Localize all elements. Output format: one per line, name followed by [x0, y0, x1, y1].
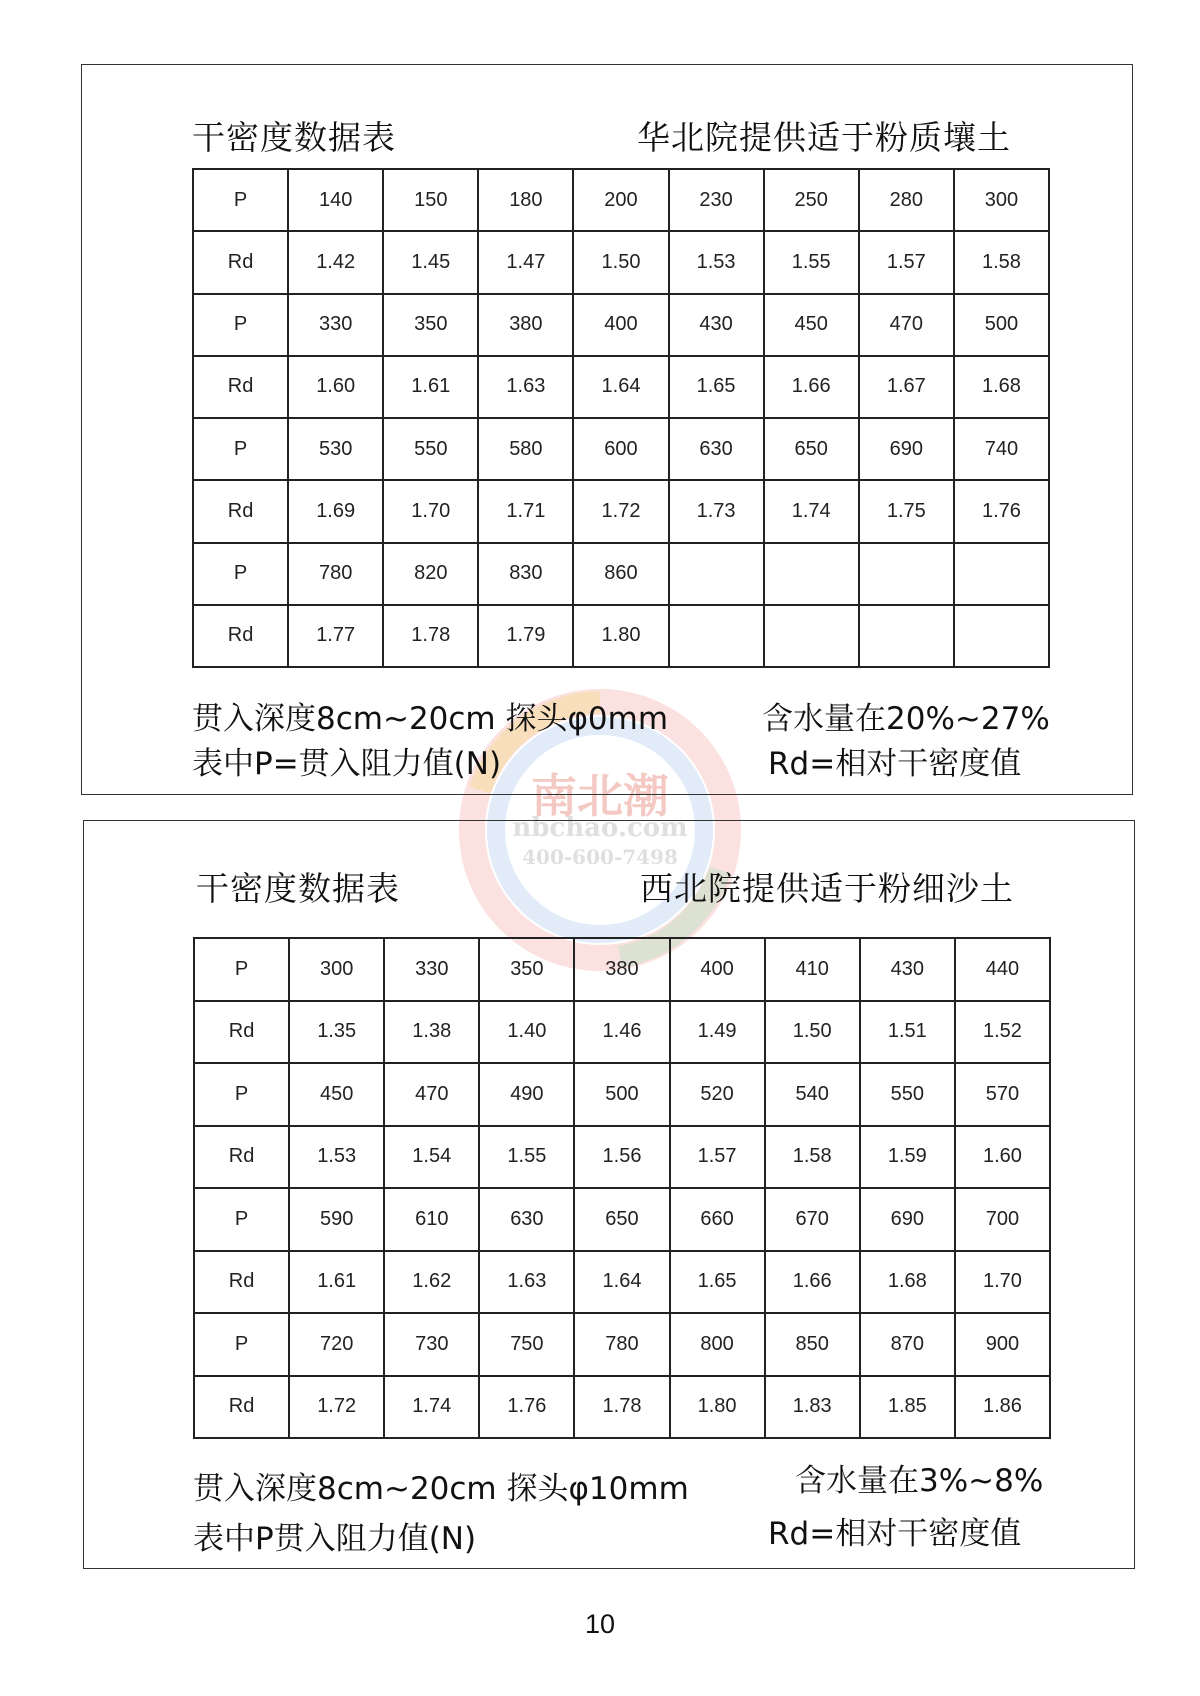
- value-cell: 570: [955, 1063, 1050, 1126]
- value-cell: 1.83: [765, 1376, 860, 1439]
- value-cell: 1.53: [289, 1126, 384, 1189]
- row-label-cell: P: [194, 1313, 289, 1376]
- row-label-cell: Rd: [194, 1126, 289, 1189]
- value-cell: 1.49: [670, 1001, 765, 1064]
- value-cell: 1.64: [574, 1251, 669, 1314]
- value-cell: [764, 605, 859, 667]
- value-cell: 1.58: [765, 1126, 860, 1189]
- row-label-cell: P: [194, 1188, 289, 1251]
- value-cell: 1.57: [859, 231, 954, 293]
- value-cell: 740: [954, 418, 1049, 480]
- value-cell: 1.40: [479, 1001, 574, 1064]
- value-cell: 830: [478, 543, 573, 605]
- value-cell: 140: [288, 169, 383, 231]
- value-cell: 1.70: [383, 480, 478, 542]
- value-cell: 400: [670, 938, 765, 1001]
- row-label-cell: Rd: [193, 356, 288, 418]
- row-label-cell: Rd: [194, 1376, 289, 1439]
- value-cell: 1.57: [670, 1126, 765, 1189]
- value-cell: 780: [574, 1313, 669, 1376]
- value-cell: 800: [670, 1313, 765, 1376]
- panel2-note-p-definition: 表中P贯入阻力值(N): [193, 1521, 477, 1557]
- value-cell: [669, 543, 764, 605]
- row-label-cell: P: [193, 418, 288, 480]
- value-cell: 1.56: [574, 1126, 669, 1189]
- value-cell: 250: [764, 169, 859, 231]
- value-cell: 590: [289, 1188, 384, 1251]
- value-cell: 230: [669, 169, 764, 231]
- value-cell: 670: [765, 1188, 860, 1251]
- value-cell: 610: [384, 1188, 479, 1251]
- value-cell: 450: [289, 1063, 384, 1126]
- value-cell: 280: [859, 169, 954, 231]
- value-cell: 1.75: [859, 480, 954, 542]
- value-cell: 1.42: [288, 231, 383, 293]
- value-cell: [859, 543, 954, 605]
- value-cell: 1.35: [289, 1001, 384, 1064]
- value-cell: 1.61: [289, 1251, 384, 1314]
- value-cell: 350: [479, 938, 574, 1001]
- value-cell: 1.78: [383, 605, 478, 667]
- value-cell: 820: [383, 543, 478, 605]
- watermark-site: nbchao.com: [512, 813, 688, 843]
- row-label-cell: P: [194, 1063, 289, 1126]
- row-label-cell: Rd: [193, 231, 288, 293]
- value-cell: [669, 605, 764, 667]
- value-cell: 750: [479, 1313, 574, 1376]
- value-cell: 660: [670, 1188, 765, 1251]
- value-cell: 1.76: [479, 1376, 574, 1439]
- value-cell: 410: [765, 938, 860, 1001]
- value-cell: 1.73: [669, 480, 764, 542]
- value-cell: 780: [288, 543, 383, 605]
- value-cell: 400: [573, 294, 668, 356]
- value-cell: 1.53: [669, 231, 764, 293]
- value-cell: 530: [288, 418, 383, 480]
- page-number: 10: [584, 1609, 616, 1639]
- row-label-cell: Rd: [193, 605, 288, 667]
- value-cell: 1.46: [574, 1001, 669, 1064]
- value-cell: 850: [765, 1313, 860, 1376]
- value-cell: 500: [574, 1063, 669, 1126]
- value-cell: 860: [573, 543, 668, 605]
- table-row: [194, 938, 1050, 1001]
- value-cell: 150: [383, 169, 478, 231]
- value-cell: 440: [955, 938, 1050, 1001]
- value-cell: 1.63: [479, 1251, 574, 1314]
- value-cell: 1.59: [860, 1126, 955, 1189]
- value-cell: 690: [860, 1188, 955, 1251]
- value-cell: 1.63: [478, 356, 573, 418]
- panel2-data-table: [193, 937, 1051, 1439]
- panel1-data-table: [192, 168, 1050, 668]
- watermark-phone: 400-600-7498: [522, 845, 678, 869]
- value-cell: 300: [954, 169, 1049, 231]
- value-cell: [859, 605, 954, 667]
- value-cell: 180: [478, 169, 573, 231]
- panel1-note-depth: 贯入深度8cm~20cm 探头φ0mm: [192, 701, 669, 737]
- panel1-note-rd-definition: Rd=相对干密度值: [768, 746, 1022, 782]
- row-label-cell: P: [194, 938, 289, 1001]
- value-cell: 1.86: [955, 1376, 1050, 1439]
- value-cell: 1.76: [954, 480, 1049, 542]
- value-cell: 1.77: [288, 605, 383, 667]
- value-cell: 1.58: [954, 231, 1049, 293]
- row-label-cell: Rd: [194, 1001, 289, 1064]
- panel1-note-p-definition: 表中P=贯入阻力值(N): [192, 746, 502, 782]
- value-cell: 1.50: [573, 231, 668, 293]
- row-label-cell: P: [193, 294, 288, 356]
- value-cell: 380: [574, 938, 669, 1001]
- value-cell: 1.66: [765, 1251, 860, 1314]
- value-cell: 330: [288, 294, 383, 356]
- table-row: [193, 294, 1049, 356]
- row-label-cell: P: [193, 543, 288, 605]
- value-cell: 1.79: [478, 605, 573, 667]
- panel1-title: 干密度数据表: [192, 118, 396, 157]
- value-cell: 1.38: [384, 1001, 479, 1064]
- row-label-cell: Rd: [194, 1251, 289, 1314]
- value-cell: 1.74: [764, 480, 859, 542]
- value-cell: 1.62: [384, 1251, 479, 1314]
- value-cell: 470: [859, 294, 954, 356]
- value-cell: 1.52: [955, 1001, 1050, 1064]
- value-cell: 1.55: [764, 231, 859, 293]
- value-cell: 550: [860, 1063, 955, 1126]
- value-cell: 650: [764, 418, 859, 480]
- value-cell: 1.70: [955, 1251, 1050, 1314]
- value-cell: 1.80: [670, 1376, 765, 1439]
- panel2-note-moisture: 含水量在3%~8%: [795, 1463, 1044, 1499]
- value-cell: 1.55: [479, 1126, 574, 1189]
- value-cell: 1.78: [574, 1376, 669, 1439]
- panel1-subtitle: 华北院提供适于粉质壤土: [637, 118, 1011, 157]
- value-cell: 1.45: [383, 231, 478, 293]
- value-cell: 1.65: [670, 1251, 765, 1314]
- value-cell: 450: [764, 294, 859, 356]
- table-row: [193, 605, 1049, 667]
- value-cell: 200: [573, 169, 668, 231]
- value-cell: 350: [383, 294, 478, 356]
- value-cell: 1.72: [289, 1376, 384, 1439]
- panel2-title: 干密度数据表: [196, 869, 400, 908]
- panel2-subtitle: 西北院提供适于粉细沙土: [640, 869, 1014, 908]
- value-cell: 330: [384, 938, 479, 1001]
- value-cell: 1.80: [573, 605, 668, 667]
- value-cell: 430: [860, 938, 955, 1001]
- value-cell: 1.71: [478, 480, 573, 542]
- value-cell: 430: [669, 294, 764, 356]
- value-cell: 1.60: [288, 356, 383, 418]
- value-cell: 1.51: [860, 1001, 955, 1064]
- value-cell: 520: [670, 1063, 765, 1126]
- table-row: [193, 231, 1049, 293]
- value-cell: 1.68: [954, 356, 1049, 418]
- value-cell: 1.69: [288, 480, 383, 542]
- value-cell: 1.60: [955, 1126, 1050, 1189]
- value-cell: 730: [384, 1313, 479, 1376]
- panel2-note-rd-definition: Rd=相对干密度值: [768, 1516, 1022, 1552]
- value-cell: 1.65: [669, 356, 764, 418]
- value-cell: 870: [860, 1313, 955, 1376]
- value-cell: 1.64: [573, 356, 668, 418]
- table-row: [194, 1126, 1050, 1189]
- table-row: [194, 1313, 1050, 1376]
- panel2-note-depth: 贯入深度8cm~20cm 探头φ10mm: [193, 1471, 689, 1507]
- value-cell: 700: [955, 1188, 1050, 1251]
- table-row: [194, 1188, 1050, 1251]
- value-cell: 1.50: [765, 1001, 860, 1064]
- value-cell: 300: [289, 938, 384, 1001]
- row-label-cell: P: [193, 169, 288, 231]
- value-cell: 900: [955, 1313, 1050, 1376]
- value-cell: 630: [479, 1188, 574, 1251]
- value-cell: 1.67: [859, 356, 954, 418]
- value-cell: 720: [289, 1313, 384, 1376]
- table-row: [193, 169, 1049, 231]
- value-cell: 1.66: [764, 356, 859, 418]
- value-cell: 1.54: [384, 1126, 479, 1189]
- value-cell: 1.72: [573, 480, 668, 542]
- value-cell: 600: [573, 418, 668, 480]
- table-row: [193, 480, 1049, 542]
- table-row: [194, 1001, 1050, 1064]
- table-row: [194, 1063, 1050, 1126]
- value-cell: 500: [954, 294, 1049, 356]
- table-row: [193, 356, 1049, 418]
- value-cell: [764, 543, 859, 605]
- value-cell: [954, 543, 1049, 605]
- table-row: [193, 418, 1049, 480]
- value-cell: 490: [479, 1063, 574, 1126]
- value-cell: 630: [669, 418, 764, 480]
- table-row: [194, 1376, 1050, 1439]
- value-cell: 650: [574, 1188, 669, 1251]
- value-cell: 550: [383, 418, 478, 480]
- value-cell: 690: [859, 418, 954, 480]
- value-cell: 1.61: [383, 356, 478, 418]
- panel1-note-moisture: 含水量在20%~27%: [762, 701, 1050, 737]
- watermark-brand: 南北潮: [531, 769, 669, 823]
- value-cell: 1.68: [860, 1251, 955, 1314]
- value-cell: 580: [478, 418, 573, 480]
- value-cell: [954, 605, 1049, 667]
- table-row: [193, 543, 1049, 605]
- value-cell: 380: [478, 294, 573, 356]
- value-cell: 540: [765, 1063, 860, 1126]
- value-cell: 1.85: [860, 1376, 955, 1439]
- value-cell: 470: [384, 1063, 479, 1126]
- value-cell: 1.47: [478, 231, 573, 293]
- table-row: [194, 1251, 1050, 1314]
- row-label-cell: Rd: [193, 480, 288, 542]
- value-cell: 1.74: [384, 1376, 479, 1439]
